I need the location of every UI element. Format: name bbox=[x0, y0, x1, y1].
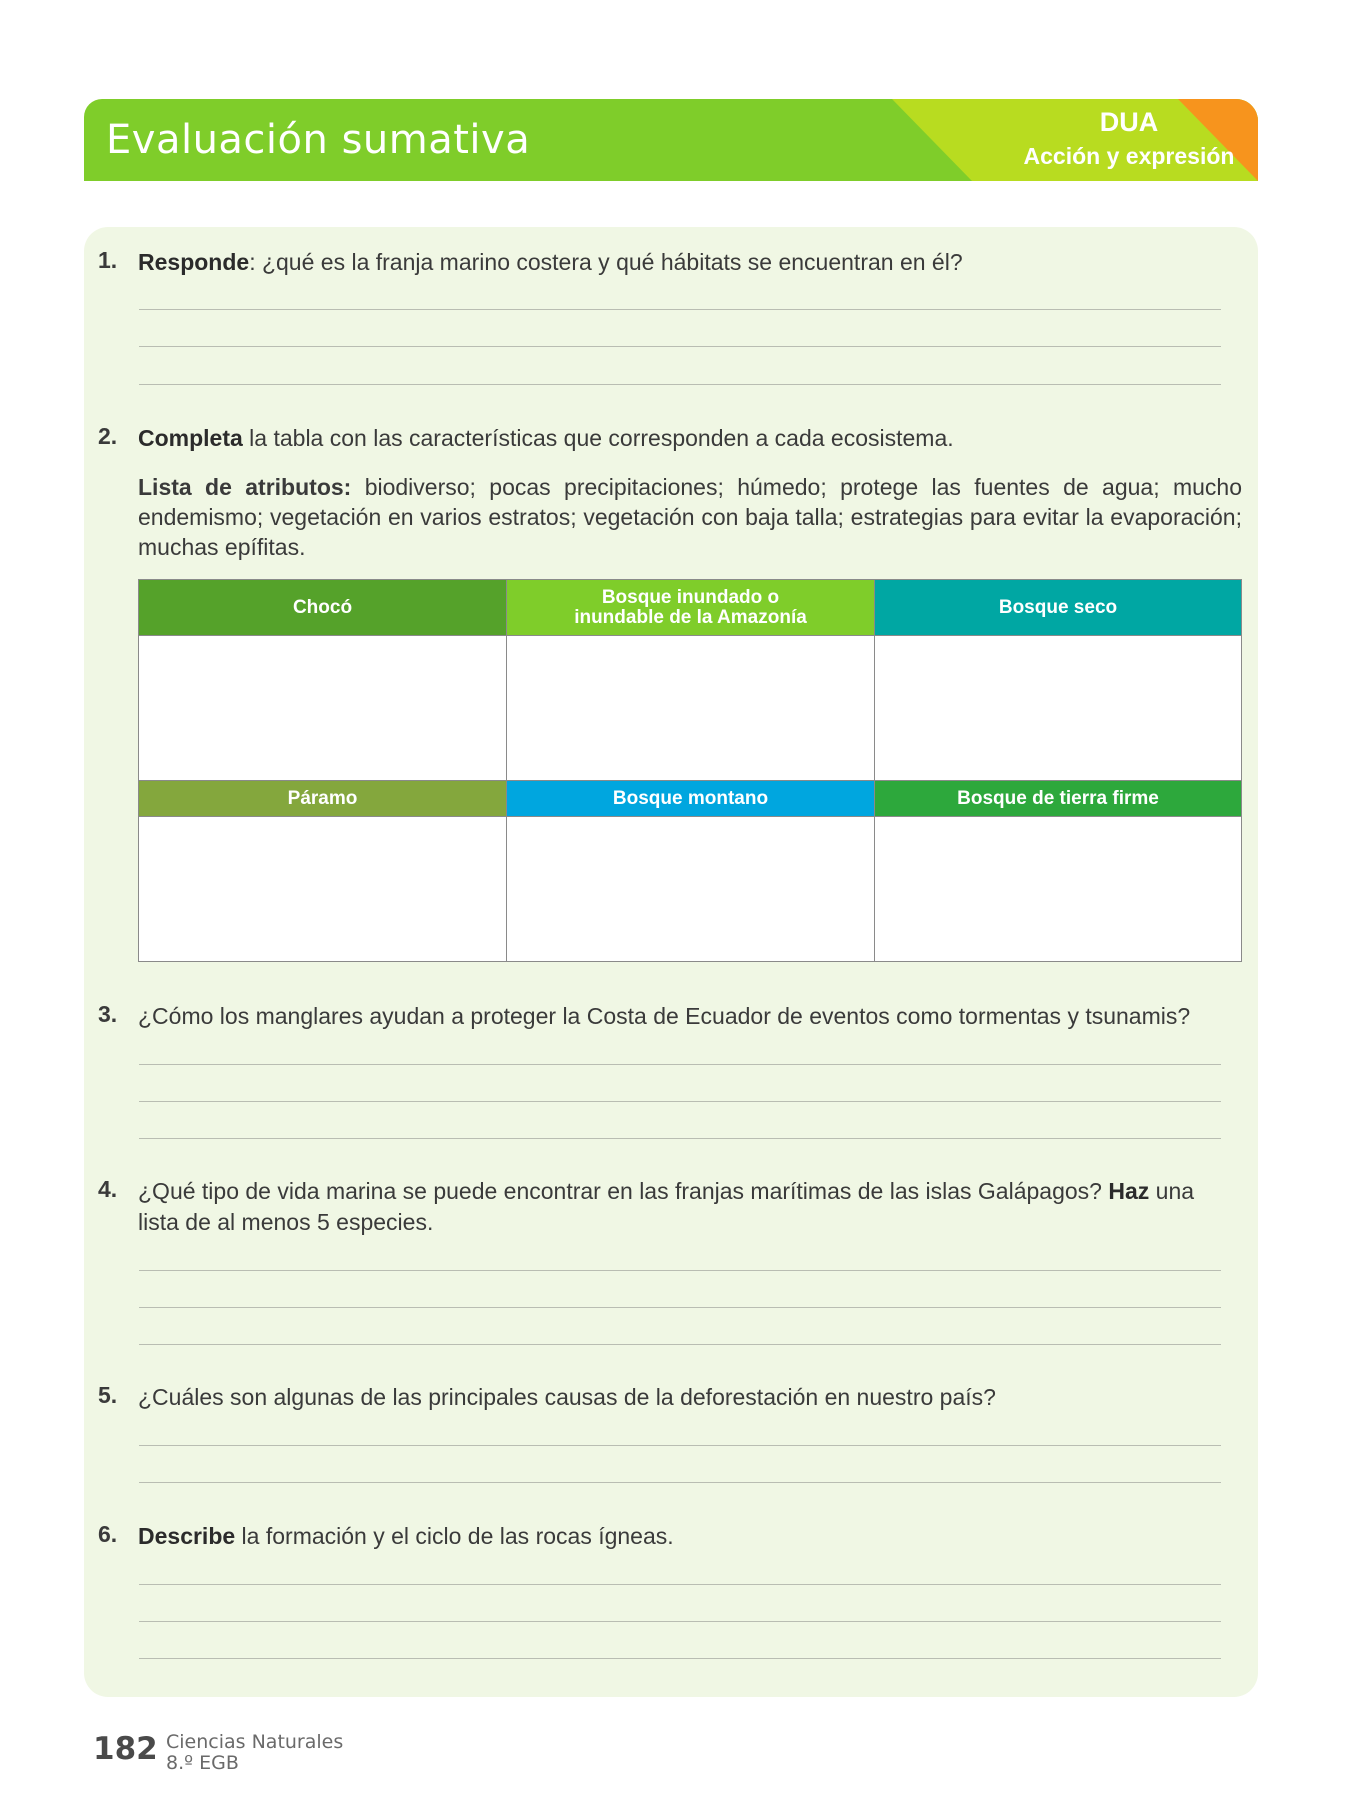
question-number: 6. bbox=[98, 1521, 118, 1547]
answer-line[interactable] bbox=[139, 1621, 1221, 1622]
dua-badge-subtitle: Acción y expresión bbox=[1023, 143, 1235, 169]
header-label: Páramo bbox=[287, 787, 358, 809]
answer-line[interactable] bbox=[139, 1138, 1221, 1139]
answer-line[interactable] bbox=[139, 1482, 1221, 1483]
ecosystem-table bbox=[138, 579, 1242, 962]
grade-level: 8.º EGB bbox=[166, 1752, 239, 1774]
question-text bbox=[138, 1521, 1224, 1552]
question-body: : ¿qué es la franja marino costera y qué hábitats se encuentran en él? bbox=[249, 249, 963, 275]
cell-bosque-seco[interactable] bbox=[875, 636, 1241, 781]
answer-line[interactable] bbox=[139, 1658, 1221, 1659]
answer-line[interactable] bbox=[139, 1101, 1221, 1102]
question-text bbox=[138, 423, 1224, 454]
header-bosque-montano bbox=[507, 781, 874, 816]
answer-line[interactable] bbox=[139, 1445, 1221, 1446]
header-bosque-inundado bbox=[507, 580, 874, 635]
header-label: Chocó bbox=[292, 596, 353, 618]
question-body: la tabla con las características que corresponden a cada ecosistema. bbox=[242, 425, 954, 451]
subject-name: Ciencias Naturales bbox=[166, 1731, 344, 1753]
question-text: ¿Cómo los manglares ayudan a proteger la Costa de Ecuador de eventos como tormentas y tsunamis? bbox=[138, 1003, 1191, 1029]
header-bosque-tierra-firme bbox=[875, 781, 1241, 816]
attribute-list-text: biodiverso; pocas precipitaciones; húmedo; protege las fuentes de agua; mucho endemismo; vegetación en varios estratos; vegetación con baja talla; estrategias para evitar la evaporación; muchas epífitas. bbox=[138, 474, 1242, 560]
dua-badge-title: DUA bbox=[1099, 107, 1159, 137]
question-body: una lista de al menos 5 especies. bbox=[138, 1178, 1195, 1235]
header-label: Bosque montano bbox=[612, 787, 769, 809]
section-header bbox=[84, 99, 1258, 181]
cell-bosque-montano[interactable] bbox=[507, 817, 874, 961]
answer-line[interactable] bbox=[139, 384, 1221, 385]
question-number: 4. bbox=[98, 1176, 118, 1202]
question-text bbox=[138, 247, 1224, 278]
header-label: Bosque seco bbox=[998, 596, 1118, 618]
answer-line[interactable] bbox=[139, 1064, 1221, 1065]
question-text bbox=[138, 1176, 1224, 1238]
question-number: 2. bbox=[98, 423, 118, 449]
question-body: ¿Qué tipo de vida marina se puede encontrar en las franjas marítimas de las islas Galápagos? bbox=[138, 1178, 1109, 1204]
page-title: Evaluación sumativa bbox=[106, 117, 531, 163]
answer-line[interactable] bbox=[139, 1270, 1221, 1271]
header-choco bbox=[139, 580, 506, 635]
row-divider bbox=[139, 816, 1241, 817]
question-text: ¿Cuáles son algunas de las principales causas de la deforestación en nuestro país? bbox=[138, 1384, 996, 1410]
question-body: la formación y el ciclo de las rocas ígneas. bbox=[235, 1523, 674, 1549]
cell-bosque-inundado[interactable] bbox=[507, 636, 874, 781]
cell-bosque-tierra-firme[interactable] bbox=[875, 817, 1241, 961]
answer-line[interactable] bbox=[139, 1584, 1221, 1585]
question-number: 5. bbox=[98, 1382, 118, 1408]
answer-line[interactable] bbox=[139, 346, 1221, 347]
cell-choco[interactable] bbox=[139, 636, 506, 781]
instruction-verb: Completa bbox=[138, 425, 243, 451]
answer-line[interactable] bbox=[139, 1344, 1221, 1345]
instruction-verb: Responde bbox=[138, 249, 250, 275]
column-divider bbox=[874, 580, 875, 961]
row-divider bbox=[139, 635, 1241, 636]
header-label: Bosque de tierra firme bbox=[957, 787, 1159, 809]
question-number: 1. bbox=[98, 247, 118, 273]
header-label: Bosque inundado o inundable de la Amazonía bbox=[574, 586, 807, 628]
instruction-verb: Describe bbox=[138, 1523, 236, 1549]
questions-panel bbox=[84, 227, 1258, 1697]
page-number: 182 bbox=[93, 1731, 158, 1767]
cell-paramo[interactable] bbox=[139, 817, 506, 961]
answer-line[interactable] bbox=[139, 1307, 1221, 1308]
footer-subject bbox=[166, 1732, 343, 1774]
answer-line[interactable] bbox=[139, 309, 1221, 310]
header-paramo bbox=[139, 781, 506, 816]
attribute-list-label: Lista de atributos: bbox=[138, 474, 352, 500]
question-number: 3. bbox=[98, 1001, 118, 1027]
instruction-verb: Haz bbox=[1108, 1178, 1150, 1204]
column-divider bbox=[506, 580, 507, 961]
header-bosque-seco bbox=[875, 580, 1241, 635]
attribute-list bbox=[138, 472, 1242, 562]
row-divider bbox=[139, 780, 1241, 781]
